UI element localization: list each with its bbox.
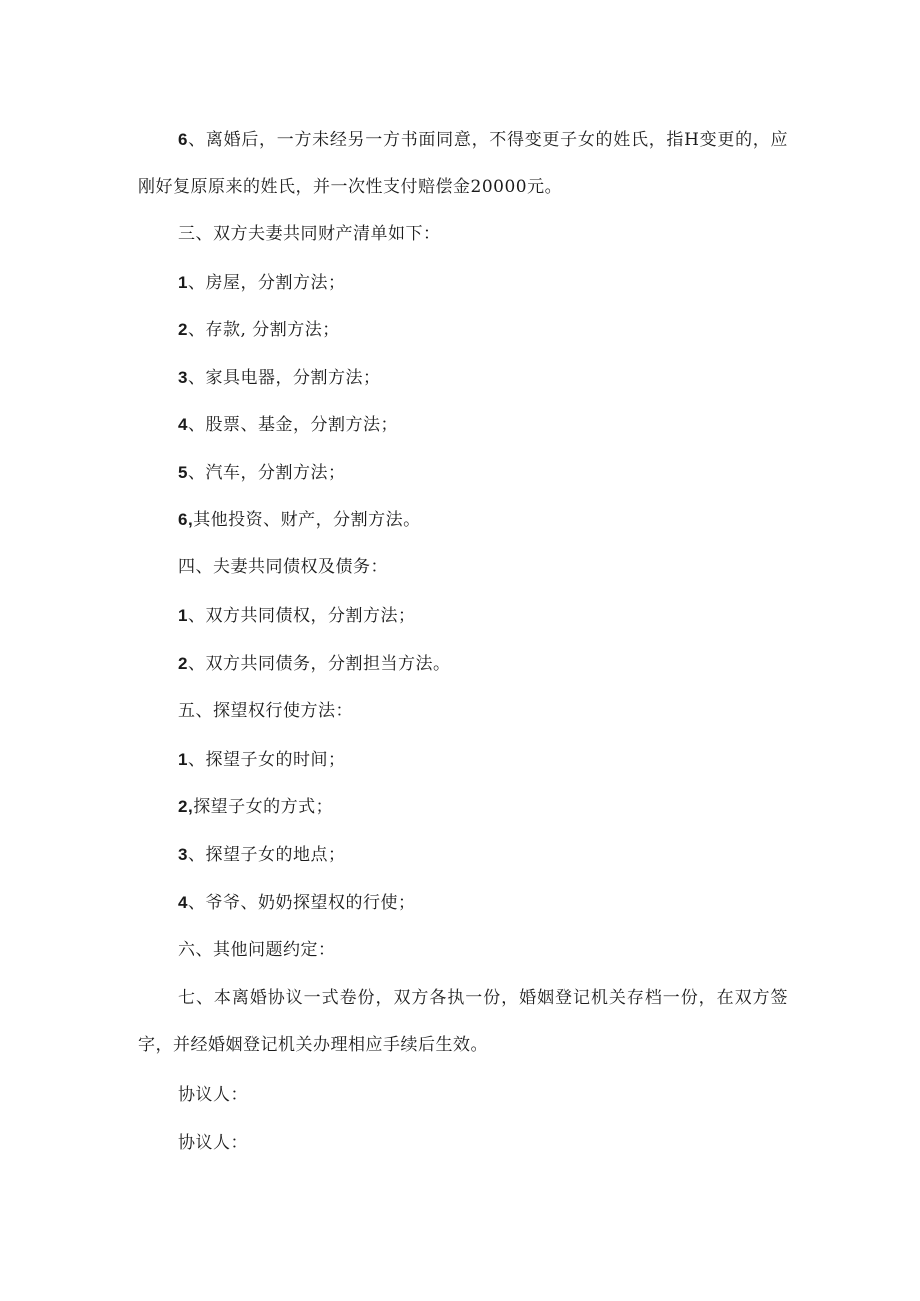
item-text: 、房屋，分割方法； xyxy=(187,273,346,293)
item-number: 4 xyxy=(178,893,188,912)
item-text: 、存款, 分割方法； xyxy=(187,320,340,340)
item-number: 6, xyxy=(178,510,194,529)
item-number: 1 xyxy=(178,273,188,292)
paragraph-item-6 xyxy=(138,116,788,211)
list-item xyxy=(138,354,788,402)
list-item xyxy=(138,879,788,927)
signature-line-1 xyxy=(138,1072,788,1119)
list-item xyxy=(138,783,788,831)
list-item xyxy=(138,306,788,354)
item-number: 1 xyxy=(178,606,188,625)
section-heading-4 xyxy=(138,544,788,591)
item-text: 、汽车，分割方法； xyxy=(187,463,346,483)
item-number: 2 xyxy=(178,654,188,673)
section-heading-5 xyxy=(138,688,788,735)
item-text: 、双方共同债务，分割担当方法。 xyxy=(187,654,451,674)
item-text: 、股票、基金，分割方法； xyxy=(187,415,398,435)
item-number: 2 xyxy=(178,320,188,339)
section-title: 六、其他问题约定： xyxy=(178,940,336,960)
item-text: 探望子女的方式； xyxy=(193,797,334,817)
item-number: 3 xyxy=(178,368,188,387)
list-item xyxy=(138,449,788,497)
item-text: 、家具电器，分割方法； xyxy=(187,368,381,388)
item-number: 1 xyxy=(178,750,188,769)
item-text: 、爷爷、奶奶探望权的行使； xyxy=(187,893,416,913)
item-number: 6 xyxy=(178,130,188,149)
list-item xyxy=(138,736,788,784)
list-item xyxy=(138,259,788,307)
item-text: 、探望子女的时间； xyxy=(187,750,346,770)
item-number: 3 xyxy=(178,845,188,864)
item-text: 、双方共同债权，分割方法； xyxy=(187,606,416,626)
section-heading-3 xyxy=(138,211,788,258)
signature-label: 协议人： xyxy=(178,1085,248,1105)
section-heading-7 xyxy=(138,975,788,1069)
section-title: 四、夫妻共同债权及债务： xyxy=(178,557,388,577)
paragraph-text: 七、本离婚协议一式卷份，双方各执一份，婚姻登记机关存档一份，在双方签字，并经婚姻登记机关办理相应手续后生效。 xyxy=(138,988,788,1055)
paragraph-text: 、离婚后，一方未经另一方书面同意，不得变更子女的姓氏，指H变更的，应刚好复原原来的姓氏，并一次性支付赔偿金20000元。 xyxy=(138,130,788,197)
list-item xyxy=(138,401,788,449)
section-title: 三、双方夫妻共同财产清单如下： xyxy=(178,224,441,244)
section-title: 五、探望权行使方法： xyxy=(178,701,353,721)
item-text: 其他投资、财产，分割方法。 xyxy=(193,510,421,530)
signature-label: 协议人： xyxy=(178,1133,248,1153)
item-number: 4 xyxy=(178,415,188,434)
item-number: 2, xyxy=(178,797,194,816)
signature-line-2 xyxy=(138,1120,788,1167)
list-item xyxy=(138,831,788,879)
list-item xyxy=(138,592,788,640)
item-number: 5 xyxy=(178,463,188,482)
item-text: 、探望子女的地点； xyxy=(187,845,346,865)
section-heading-6 xyxy=(138,927,788,974)
list-item xyxy=(138,640,788,688)
list-item xyxy=(138,496,788,544)
